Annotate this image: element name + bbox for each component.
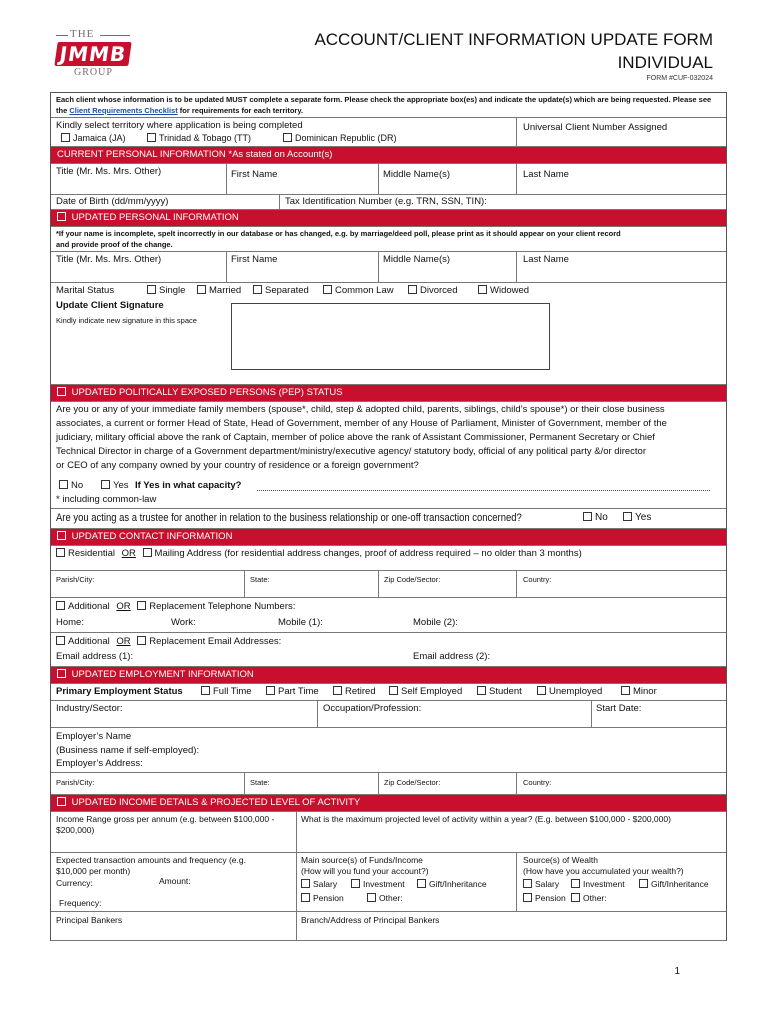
wealth-investment[interactable]: Investment: [571, 879, 625, 889]
divider: [296, 853, 297, 911]
update-form: [50, 92, 727, 941]
checkbox[interactable]: [621, 686, 630, 695]
checkbox[interactable]: [583, 512, 592, 521]
checkbox[interactable]: [333, 686, 342, 695]
emp-country-field[interactable]: Country:: [523, 778, 552, 787]
form-title: ACCOUNT/CLIENT INFORMATION UPDATE FORM: [314, 30, 713, 49]
checkbox[interactable]: [61, 133, 70, 142]
intro-text: Each client whose information is to be updated MUST complete a separate form. Please check the appropriate box(es) and indicate the update(s) which are being requested. Please see: [56, 95, 712, 104]
checkbox[interactable]: [408, 285, 417, 294]
industry-field[interactable]: Industry/Sector:: [56, 703, 123, 714]
emp-zip-field[interactable]: Zip Code/Sector:: [384, 778, 441, 787]
updated-first-field[interactable]: First Name: [231, 254, 278, 265]
email-type: Additional OR Replacement Email Addresses:: [56, 636, 281, 647]
transaction-row: [51, 853, 726, 912]
trustee-question: Are you acting as a trustee for another in relation to the business relationship or one-off transaction concerned?: [56, 512, 522, 524]
pep-row: [51, 402, 726, 509]
frequency-field[interactable]: Frequency:: [59, 898, 102, 908]
work-phone-field[interactable]: Work:: [171, 617, 196, 628]
divider: [516, 571, 517, 597]
divider: [226, 252, 227, 282]
mobile1-field[interactable]: Mobile (1):: [278, 617, 323, 628]
checkbox[interactable]: [147, 285, 156, 294]
trustee-yes[interactable]: Yes: [623, 512, 651, 523]
income-range-field[interactable]: Income Range gross per annum (e.g. between $100,000 -: [56, 814, 275, 824]
checkbox[interactable]: [323, 285, 332, 294]
divider: [244, 571, 245, 597]
checkbox[interactable]: [478, 285, 487, 294]
marital-signature-row: [51, 283, 726, 385]
updated-middle-field[interactable]: Middle Name(s): [383, 254, 451, 265]
status-student[interactable]: Student: [477, 686, 522, 697]
employment-bar: UPDATED EMPLOYMENT INFORMATION: [51, 667, 726, 684]
phone-type: Additional OR Replacement Telephone Numbers:: [56, 601, 295, 612]
tin-field[interactable]: Tax Identification Number (e.g. TRN, SSN, TIN):: [285, 196, 487, 207]
pep-capacity-label: If Yes in what capacity?: [135, 480, 242, 491]
employer-business-note: (Business name if self-employed):: [56, 745, 200, 756]
status-self-employed[interactable]: Self Employed: [389, 686, 462, 697]
pep-question: Are you or any of your immediate family members (spouse*, child, step & adopted child, parents, siblings, child’s spouse*) or their close business: [56, 404, 665, 415]
start-date-field[interactable]: Start Date:: [596, 703, 642, 714]
zip-field[interactable]: Zip Code/Sector:: [384, 575, 441, 584]
divider: [378, 164, 379, 194]
divider: [296, 912, 297, 940]
trustee-no[interactable]: No: [583, 512, 608, 523]
territory-label: Kindly select territory where application is being completed: [56, 120, 303, 131]
checkbox[interactable]: [137, 601, 146, 610]
divider: [226, 164, 227, 194]
current-title-field[interactable]: Title (Mr. Ms. Mrs. Other): [56, 166, 162, 177]
country-field[interactable]: Country:: [523, 575, 552, 584]
email1-field[interactable]: Email address (1):: [56, 651, 134, 662]
banker-branch-field[interactable]: Branch/Address of Principal Bankers: [301, 915, 440, 925]
divider: [516, 252, 517, 282]
checkbox[interactable]: [57, 797, 66, 806]
checkbox[interactable]: [477, 686, 486, 695]
funds-salary[interactable]: Salary: [301, 879, 337, 889]
status-minor[interactable]: Minor: [621, 686, 657, 697]
divider: [317, 701, 318, 727]
page-number: 1: [674, 966, 680, 977]
logo-line: [56, 35, 68, 36]
checkbox[interactable]: [57, 531, 66, 540]
updated-personal-bar: UPDATED PERSONAL INFORMATION: [51, 210, 726, 227]
bankers-row: [51, 912, 726, 941]
parish-field[interactable]: Parish/City:: [56, 575, 95, 584]
checkbox[interactable]: [389, 686, 398, 695]
current-first-field[interactable]: First Name: [231, 169, 278, 180]
pep-question-3: judiciary, military official above the rank of Captain, member of police above the rank of Assistant Commissioner, Permanent Secretary or Chief: [56, 432, 655, 443]
employer-name-field[interactable]: Employer’s Name: [56, 731, 132, 742]
checkbox[interactable]: [417, 879, 426, 888]
marital-label: Marital Status: [56, 285, 115, 296]
name-note: *If your name is incomplete, spelt incorrectly in our database or has changed, e.g. by marriage/deed poll, please print as it should appear on your client record: [56, 229, 621, 238]
current-last-field[interactable]: Last Name: [523, 169, 569, 180]
logo-the: THE: [70, 28, 95, 40]
territory-tt[interactable]: Trinidad & Tobago (TT): [147, 133, 251, 143]
current-middle-field[interactable]: Middle Name(s): [383, 169, 451, 180]
address-row: [51, 546, 726, 571]
emp-parish-field[interactable]: Parish/City:: [56, 778, 95, 787]
income-range-example: $200,000): [56, 825, 95, 835]
income-bar: UPDATED INCOME DETAILS & PROJECTED LEVEL OF ACTIVITY: [51, 795, 726, 812]
checkbox[interactable]: [137, 636, 146, 645]
checkbox[interactable]: [197, 285, 206, 294]
amount-field[interactable]: Amount:: [159, 876, 191, 886]
checkbox[interactable]: [57, 212, 66, 221]
wealth-pension[interactable]: Pension: [523, 893, 566, 903]
dob-field[interactable]: Date of Birth (dd/mm/yyyy): [56, 196, 169, 207]
divider: [516, 164, 517, 194]
logo-group: GROUP: [74, 67, 113, 78]
employer-location-row: [51, 773, 726, 795]
funds-gift[interactable]: Gift/Inheritance: [417, 879, 487, 889]
territory-ja[interactable]: Jamaica (JA): [61, 133, 126, 143]
checkbox[interactable]: [56, 636, 65, 645]
checkbox[interactable]: [571, 893, 580, 902]
divider: [378, 252, 379, 282]
current-personal-bar: CURRENT PERSONAL INFORMATION *As stated on Account(s): [51, 147, 726, 164]
pep-question-4: Technical Director in charge of a Government department/ministry/executive agency/ statutory body, official of any political party &/or director: [56, 446, 646, 457]
address-type: Residential OR Mailing Address (for residential address changes, proof of address required – no older than 3 months): [56, 548, 582, 559]
divider: [378, 571, 379, 597]
email-row: [51, 633, 726, 667]
pep-capacity-field[interactable]: [257, 490, 710, 491]
expected-transactions-example: $10,000 per month): [56, 866, 131, 876]
checkbox[interactable]: [56, 548, 65, 557]
wealth-question: (How have you accumulated your wealth?): [523, 866, 684, 876]
checkbox[interactable]: [57, 387, 66, 396]
currency-field[interactable]: Currency:: [56, 878, 93, 888]
checkbox[interactable]: [351, 879, 360, 888]
divider: [516, 118, 517, 146]
signature-note: Kindly indicate new signature in this space: [56, 316, 197, 325]
updated-title-field[interactable]: Title (Mr. Ms. Mrs. Other): [56, 254, 162, 265]
expected-transactions-label: Expected transaction amounts and frequency (e.g.: [56, 855, 246, 865]
max-activity-field[interactable]: What is the maximum projected level of activity within a year? (E.g. between $100,000 - $200,000): [301, 814, 671, 824]
checkbox[interactable]: [283, 133, 292, 142]
form-number: FORM #CUF-032024: [646, 75, 713, 82]
divider: [378, 773, 379, 794]
checkbox[interactable]: [571, 879, 580, 888]
checkbox[interactable]: [266, 686, 275, 695]
checkbox[interactable]: [253, 285, 262, 294]
territory-dr[interactable]: Dominican Republic (DR): [283, 133, 397, 143]
divider: [296, 812, 297, 852]
updated-name-row: [51, 252, 726, 283]
employer-row: [51, 728, 726, 773]
form-subtitle: INDIVIDUAL: [617, 53, 713, 72]
checkbox[interactable]: [101, 480, 110, 489]
funds-investment[interactable]: Investment: [351, 879, 405, 889]
status-unemployed[interactable]: Unemployed: [537, 686, 602, 697]
ucn-field[interactable]: Universal Client Number Assigned: [523, 122, 668, 133]
checklist-link[interactable]: Client Requirements Checklist: [69, 106, 178, 115]
pep-common-law-note: * including common-law: [56, 494, 157, 505]
marital-divorced[interactable]: Divorced: [408, 285, 458, 296]
industry-row: [51, 701, 726, 728]
checkbox[interactable]: [523, 893, 532, 902]
name-note-row: [51, 227, 726, 252]
home-phone-field[interactable]: Home:: [56, 617, 84, 628]
pep-no[interactable]: No: [59, 480, 83, 491]
wealth-salary[interactable]: Salary: [523, 879, 559, 889]
logo-jmmb: JMMB: [54, 42, 131, 66]
wealth-label: Source(s) of Wealth: [523, 855, 598, 865]
address-location-row: [51, 571, 726, 598]
state-field[interactable]: State:: [250, 575, 270, 584]
funds-label: Main source(s) of Funds/Income: [301, 855, 423, 865]
emp-state-field[interactable]: State:: [250, 778, 270, 787]
checkbox[interactable]: [639, 879, 648, 888]
status-part-time[interactable]: Part Time: [266, 686, 319, 697]
checkbox[interactable]: [201, 686, 210, 695]
funds-question: (How will you fund your account?): [301, 866, 429, 876]
intro-row: [51, 93, 726, 118]
checkbox[interactable]: [367, 893, 376, 902]
divider: [516, 853, 517, 911]
divider: [591, 701, 592, 727]
checkbox[interactable]: [623, 512, 632, 521]
phone-row: [51, 598, 726, 633]
checkbox[interactable]: [523, 879, 532, 888]
checkbox[interactable]: [143, 548, 152, 557]
divider: [516, 773, 517, 794]
marital-widowed[interactable]: Widowed: [478, 285, 529, 296]
updated-last-field[interactable]: Last Name: [523, 254, 569, 265]
signature-title: Update Client Signature: [56, 300, 164, 311]
trustee-row: [51, 509, 726, 529]
name-note-2: and provide proof of the change.: [56, 240, 173, 249]
checkbox[interactable]: [537, 686, 546, 695]
funds-other[interactable]: Other:: [367, 893, 403, 903]
current-name-row: [51, 164, 726, 195]
employer-address-field[interactable]: Employer’s Address:: [56, 758, 143, 769]
logo-line: [100, 35, 130, 36]
marital-separated[interactable]: Separated: [253, 285, 309, 296]
checkbox[interactable]: [57, 669, 66, 678]
checkbox[interactable]: [301, 879, 310, 888]
wealth-gift[interactable]: Gift/Inheritance: [639, 879, 709, 889]
marital-common-law[interactable]: Common Law: [323, 285, 394, 296]
status-full-time[interactable]: Full Time: [201, 686, 252, 697]
territory-row: [51, 118, 726, 147]
marital-single[interactable]: Single: [147, 285, 185, 296]
current-dob-row: [51, 195, 726, 210]
employment-status-row: [51, 684, 726, 701]
checkbox[interactable]: [56, 601, 65, 610]
occupation-field[interactable]: Occupation/Profession:: [323, 703, 422, 714]
employment-status-label: Primary Employment Status: [56, 686, 183, 697]
contact-bar: UPDATED CONTACT INFORMATION: [51, 529, 726, 546]
pep-question-2: associates, a current or former Head of State, Head of Government, member of any House of Parliament, Minister of Government, member of the: [56, 418, 667, 429]
email2-field[interactable]: Email address (2):: [413, 651, 491, 662]
income-range-row: [51, 812, 726, 853]
marital-married[interactable]: Married: [197, 285, 241, 296]
pep-question-5: or CEO of any company owned by your country of residence or a foreign government?: [56, 460, 419, 471]
signature-box[interactable]: [231, 303, 550, 370]
wealth-other[interactable]: Other:: [571, 893, 607, 903]
mobile2-field[interactable]: Mobile (2):: [413, 617, 458, 628]
checkbox[interactable]: [301, 893, 310, 902]
funds-pension[interactable]: Pension: [301, 893, 344, 903]
checkbox[interactable]: [59, 480, 68, 489]
pep-yes[interactable]: Yes: [101, 480, 129, 491]
checkbox[interactable]: [147, 133, 156, 142]
intro-text-2: the Client Requirements Checklist for requirements for each territory.: [56, 106, 304, 115]
principal-bankers-field[interactable]: Principal Bankers: [56, 915, 123, 925]
divider: [279, 195, 280, 209]
status-retired[interactable]: Retired: [333, 686, 376, 697]
divider: [244, 773, 245, 794]
pep-bar: UPDATED POLITICALLY EXPOSED PERSONS (PEP) STATUS: [51, 385, 726, 402]
